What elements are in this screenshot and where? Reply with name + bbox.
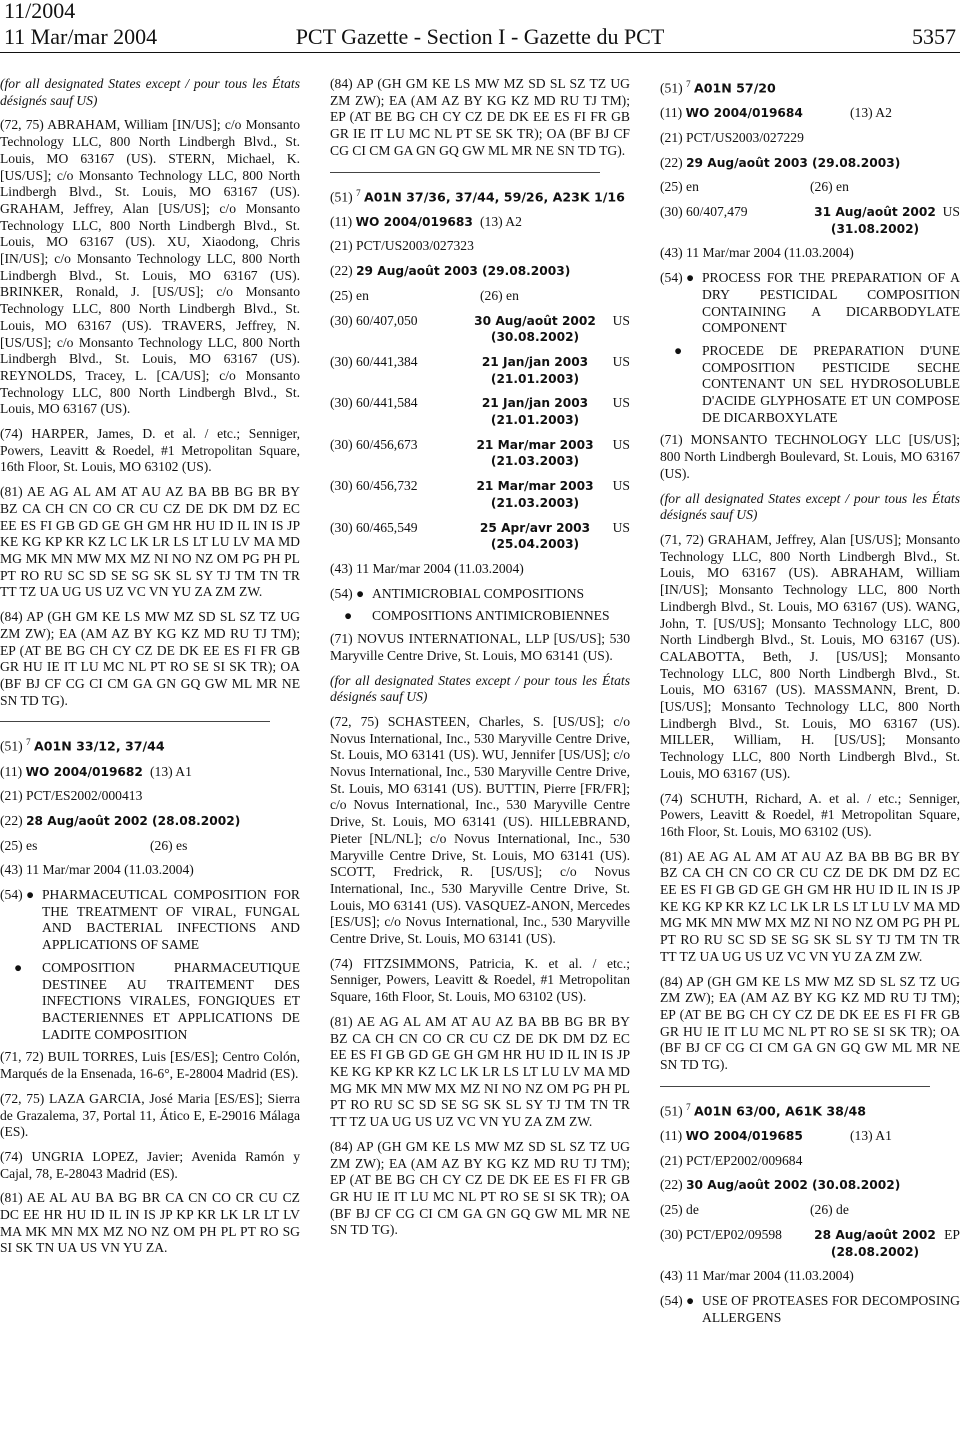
publication-number: WO 2004/019685 <box>685 1129 803 1144</box>
inventors-field: (72, 75) ABRAHAM, William [IN/US]; c/o Monsanto Technology LLC, 800 North Lindbergh Blvd., St. Louis, MO 63167 (US). STERN, Michael, K. [US/US]; c/o Monsanto Technology LLC, 800 North Lindbergh Blvd., St. Louis, MO 63167 (US). GRAHAM, Jeffrey, Alan [US/US]; c/o Monsanto Technology LLC, 800 North Lindbergh Blvd., St. Louis, MO 63167 (US). XU, Xiaodong, Chris [IN/US]; c/o Monsanto Technology LLC, 800 North Lindbergh Blvd., St. Louis, MO 63167 (US). BRINKER, Ronald, J. [US/US]; c/o Monsanto Technology LLC, 800 North Lindbergh Blvd., St. Louis, MO 63167 (US). TRAVERS, Jeffrey, N. [US/US]; c/o Monsanto Technology LLC, 800 North Lindbergh Blvd., St. Louis, MO 63167 (US). REYNOLDS, Tracey, L. [CA/US]; c/o Monsanto Technology LLC, 800 North Lindbergh Blvd., St. Louis, MO 63167 (US). <box>0 117 300 417</box>
edition-sup: 7 <box>686 79 691 89</box>
title-fr: ● COMPOSITION PHARMACEUTIQUE DESTINEE AU TRAITEMENT DES INFECTIONS VIRALES, FONGIQUES ET BACTERIENNES ET APPLICATIONS DE LADITE COMPOSITION <box>14 959 300 1042</box>
priority-item: (30) 60/407,479 31 Aug/août 2002 (31.08.2002) US <box>660 204 960 236</box>
priority-item: (30) 60/441,384 21 Jan/jan 2003 (21.01.2003) US <box>330 353 630 386</box>
ipc-class: A01N 33/12, 37/44 <box>33 738 165 754</box>
publication-language: (26) es <box>150 837 188 853</box>
priority-item: (30) 60/407,050 30 Aug/août 2002 (30.08.2002) US <box>330 312 630 345</box>
language-row <box>330 288 630 305</box>
classification <box>0 734 300 755</box>
publication-number: WO 2004/019684 <box>685 106 803 121</box>
agent-field: (74) SCHUTH, Richard, A. et al. / etc.; Senniger, Powers, Leavitt & Roedel, #1 Metropolitan Square, 16th Floor, St. Louis, MO 63102 (US). <box>660 790 960 839</box>
inventors-field: (72, 75) SCHASTEEN, Charles, S. [US/US]; c/o Novus International, Inc., 530 Maryville Centre Drive, St. Louis, MO 63141 (US). WU, Jennifer [US/US]; c/o Novus International, Inc., 530 Maryville Centre Drive, St. Louis, MO 63141 (US). BUTTIN, Pierre [FR/FR]; c/o Novus International, Inc., 530 Maryville Centre Drive, St. Louis, MO 63141 (US). HILLEBRAND, Pieter [NL/NL]; c/o Novus International, Inc., 530 Maryville Centre Drive, St. Louis, MO 63141 (US). SCOTT, Fredrick, R. [US/US]; c/o Novus International, Inc., 530 Maryville Centre Drive, St. Louis, MO 63141 (US). VASQUEZ-ANON, Mercedes [ES/US]; c/o Novus International, Inc., 530 Maryville Centre Drive, St. Louis, MO 63141 (US). <box>330 713 630 947</box>
designated-states-81: (81) AE AL AU BA BG BR CA CN CO CR CU CZ DC EE HR HU ID IL IN IS JP KP KR LK LR LT LV MA MK MN MX MZ NO NZ OM PH PL PT RO SG SI SK TN UA US VN YU ZA. <box>0 1190 300 1256</box>
field-code: (22) <box>660 154 683 170</box>
classification <box>660 76 960 97</box>
application-number: (21) PCT/US2003/027323 <box>330 238 474 254</box>
title-fr: ● PROCEDE DE PREPARATION D'UNE COMPOSITION PESTICIDE SECHE CONTENANT UN SEL HYDROSOLUBLE D'ACIDE GLYPHOSATE ET UN COMPOSE DE DICARBOXYLATE <box>674 342 960 425</box>
designated-states-84: (84) AP (GH GM KE LS MW MZ SD SL SZ TZ UG ZM ZW); EA (AM AZ BY KG KZ MD RU TJ TM); EP (AT BE BG CH CY CZ DE DK EE ES FI FR GB GR HU IE IT LU MC NL PT RO SE SI SK TR); OA (BF BJ CF CG CI CM GA GN GQ GW ML MR NE SN TD TG). <box>330 1138 630 1238</box>
title-en: (54) ● PROCESS FOR THE PREPARATION OF A DRY PESTICIDAL COMPOSITION CONTAINING A DICARBODYLATE COMPONENT <box>660 270 960 336</box>
column-2 <box>330 76 630 1247</box>
entry-separator <box>0 721 270 722</box>
page-number: 5357 <box>912 24 956 49</box>
designated-states-81: (81) AE AG AL AM AT AU AZ BA BB BG BR BY BZ CA CH CN CO CR CU CZ DE DK DM DZ EC EE ES FI GB GD GE GH GM HR HU ID IL IN IS JP KE KG KP KR KZ LC LK LR LS LT LU LV MA MD MG MK MN MW MX MZ NI NO NZ OM PG PH PL PT RO RU SC SD SE SG SK SL SY TJ TM TN TR TT TZ UA UG US UZ VC VN YU ZA ZM ZW. <box>330 1013 630 1130</box>
field-code: (11) <box>660 105 683 121</box>
publication-date: (43) 11 Mar/mar 2004 (11.03.2004) <box>660 245 854 261</box>
filing-language: (25) en <box>660 179 699 195</box>
filing-language: (25) es <box>0 837 38 853</box>
edition-sup: 7 <box>26 737 31 748</box>
applicant-field: (71) NOVUS INTERNATIONAL, LLP [US/US]; 530 Maryville Centre Drive, St. Louis, MO 63141 (US). <box>330 631 630 663</box>
priority-item: (30) 60/465,549 25 Apr/avr 2003 (25.04.2003) US <box>330 519 630 552</box>
title-en: (54) ● ANTIMICROBIAL COMPOSITIONS <box>330 585 585 601</box>
designated-states-81: (81) AE AG AL AM AT AU AZ BA BB BG BR BY BZ CA CH CN CO CR CU CZ DE DK DM DZ EC EE ES FI GB GD GE GH GM HR HU ID IL IN IS JP KE KG KP KR KZ LC LK LR LS LT LU LV MA MD MG MK MN MW MX MZ NI NO NZ OM PG PH PL PT RO RU SC SD SE SG SK SL SY TJ TM TN TR TT TZ UA UG US UZ VC VN YU ZA ZM ZW. <box>0 484 300 600</box>
inventors-field: (71, 72) GRAHAM, Jeffrey, Alan [US/US]; Monsanto Technology LLC, 800 North Lindbergh Blvd., St. Louis, MO 63167 (US). ABRAHAM, William [IN/US]; Monsanto Technology LLC, 800 North Lindbergh Blvd., St. Louis, MO 63167 (US). WANG, John, T. [US/US]; Monsanto Technology LLC, 800 North Lindbergh Blvd., St. Louis, MO 63167 (US). CALABOTTA, Beth, J. [US/US]; Monsanto Technology LLC, 800 North Lindbergh Blvd., St. Louis, MO 63167 (US). MASSMANN, Brent, D. [US/US]; Monsanto Technology LLC, 800 North Lindbergh Blvd., St. Louis, MO 63167 (US). MILLER, William, H. [US/US]; Monsanto Technology LLC, 800 North Lindbergh Blvd., St. Louis, MO 63167 (US). <box>660 532 960 781</box>
entry-separator <box>330 172 600 173</box>
language-row <box>0 838 300 855</box>
language-row <box>660 179 960 196</box>
publication-language: (26) de <box>810 1202 849 1218</box>
title-fr: ● COMPOSITIONS ANTIMICROBIENNES <box>344 608 610 624</box>
filing-language: (25) en <box>330 287 369 303</box>
kind-code: (13) A2 <box>850 105 892 121</box>
publication-language: (26) en <box>480 287 519 303</box>
kind-code: (13) A1 <box>850 1128 892 1144</box>
edition-sup: 7 <box>686 1101 691 1112</box>
publication-row <box>0 764 300 781</box>
designated-states-84: (84) AP (GH GM KE LS MW MZ SD SL SZ TZ UG ZM ZW); EA (AM AZ BY KG KZ MD RU TJ TM); EP (AT BE BG CH CY CZ DE DK EE ES FI FR GB GR IE IT LU MC NL PT SE SK TR); OA (BF BJ CF CG CI CM GA GN GQ GW ML MR NE SN TD TG). <box>330 76 630 158</box>
field-code: (22) <box>0 812 23 828</box>
filing-date-value: 28 Aug/août 2002 (28.08.2002) <box>26 813 241 828</box>
page-header <box>0 0 960 52</box>
publication-row <box>660 1128 960 1145</box>
field-code: (51) <box>0 738 23 754</box>
field-code: (51) <box>660 1103 683 1119</box>
agent-field: (74) UNGRIA LOPEZ, Javier; Avenida Ramón y Cajal, 78, E-28043 Madrid (ES). <box>0 1148 300 1181</box>
designated-states-84: (84) AP (GH GM KE LS MW MZ SD SL SZ TZ UG ZM ZW); EA (AM AZ BY KG KZ MD RU TJ TM); EP (AT BE BG CH CY CZ DE DK EE ES FI FR GB GR HU IE IT LU MC NL PT RO SE SI SK TR); OA (BF BJ CF CG CI CM GA GN GQ GW ML MR NE SN TD TG). <box>660 973 960 1073</box>
field-code: (51) <box>660 80 683 96</box>
entry-separator <box>660 1086 930 1087</box>
designation-note: (for all designated States except / pour tous les États désignés sauf US) <box>330 672 630 705</box>
publication-language: (26) en <box>810 179 849 195</box>
edition-sup: 7 <box>356 187 361 198</box>
application-number: (21) PCT/US2003/027229 <box>660 129 804 145</box>
applicant-field: (71) MONSANTO TECHNOLOGY LLC [US/US]; 800 North Lindbergh Boulevard, St. Louis, MO 63167 (US). <box>660 432 960 481</box>
ipc-class: A01N 57/20 <box>693 80 776 96</box>
header-rule <box>0 52 960 53</box>
application-number: (21) PCT/ES2002/000413 <box>0 788 143 804</box>
priority-item: (30) 60/441,584 21 Jan/jan 2003 (21.01.2003) US <box>330 395 630 428</box>
filing-language: (25) de <box>660 1202 699 1218</box>
filing-date-value: 30 Aug/août 2002 (30.08.2002) <box>686 1178 901 1193</box>
field-code: (22) <box>660 1177 683 1193</box>
ipc-class: A01N 63/00, A61K 38/48 <box>693 1103 867 1119</box>
gazette-title: PCT Gazette - Section I - Gazette du PCT <box>295 24 665 49</box>
filing-date-value: 29 Aug/août 2003 (29.08.2003) <box>356 264 571 279</box>
classification <box>330 185 630 206</box>
publication-date: (43) 11 Mar/mar 2004 (11.03.2004) <box>660 1268 854 1284</box>
column-3 <box>660 76 960 1332</box>
language-row <box>660 1202 960 1219</box>
title-en: (54) ● PHARMACEUTICAL COMPOSITION FOR THE TREATMENT OF VIRAL, FUNGAL AND BACTERIAL INFECTIONS AND APPLICATIONS OF SAME <box>0 887 300 953</box>
kind-code: (13) A2 <box>480 213 522 229</box>
publication-row <box>330 214 630 231</box>
field-code: (11) <box>660 1128 683 1144</box>
publication-row <box>660 105 960 122</box>
classification <box>660 1099 960 1120</box>
designation-note: (for all designated States except / pour tous les États désignés sauf US) <box>0 76 300 108</box>
agent-field: (74) FITZSIMMONS, Patricia, K. et al. / etc.; Senniger, Powers, Leavitt & Roedel, #1 Metropolitan Square, 16th Floor, St. Louis, MO 63102 (US). <box>330 955 630 1005</box>
field-code: (22) <box>330 263 353 279</box>
designation-note: (for all designated States except / pour tous les États désignés sauf US) <box>660 490 960 523</box>
application-number: (21) PCT/EP2002/009684 <box>660 1152 803 1168</box>
filing-date <box>330 263 630 280</box>
filing-date <box>660 1177 960 1194</box>
gazette-date: 11 Mar/mar 2004 <box>4 24 158 49</box>
publication-number: WO 2004/019683 <box>355 214 473 229</box>
filing-date <box>660 155 960 172</box>
priority-item: (30) 60/456,673 21 Mar/mar 2003 (21.03.2003) US <box>330 436 630 469</box>
field-code: (11) <box>0 763 23 779</box>
inventor-field: (72, 75) LAZA GARCIA, José Maria [ES/ES]; Sierra de Grazalema, 37, Portal 11, Ático E, E-29016 Málaga (ES). <box>0 1090 300 1140</box>
kind-code: (13) A1 <box>150 763 192 779</box>
publication-date: (43) 11 Mar/mar 2004 (11.03.2004) <box>330 561 524 576</box>
gazette-issue: 11/2004 <box>4 0 76 23</box>
applicant-field: (71, 72) BUIL TORRES, Luis [ES/ES]; Centro Colón, Marqués de la Ensenada, 16-6°, E-28004 Madrid (ES). <box>0 1049 300 1082</box>
publication-date: (43) 11 Mar/mar 2004 (11.03.2004) <box>0 862 194 878</box>
title-en: (54) ● USE OF PROTEASES FOR DECOMPOSING ALLERGENS <box>660 1292 960 1325</box>
ipc-class: A01N 37/36, 37/44, 59/26, A23K 1/16 <box>363 189 625 205</box>
designated-states-84: (84) AP (GH GM KE LS MW MZ SD SL SZ TZ UG ZM ZW); EA (AM AZ BY KG KZ MD RU TJ TM); EP (AT BE BG CH CY CZ DE DK EE ES FI FR GB GR HU IE IT LU MC NL PT RO SE SI SK TR); OA (BF BJ CF CG CI CM GA GN GQ GW ML MR NE SN TD TG). <box>0 609 300 708</box>
publication-number: WO 2004/019682 <box>25 764 143 779</box>
filing-date-value: 29 Aug/août 2003 (29.08.2003) <box>686 155 901 170</box>
column-1 <box>0 76 300 1265</box>
priority-item: (30) PCT/EP02/09598 28 Aug/août 2002 (28.08.2002) EP <box>660 1226 960 1259</box>
field-code: (11) <box>330 213 353 229</box>
field-code: (51) <box>330 189 353 205</box>
designated-states-81: (81) AE AG AL AM AT AU AZ BA BB BG BR BY BZ CA CH CN CO CR CU CZ DE DK DM DZ EC EE ES FI GB GD GE GH GM HR HU ID IL IN IS JP KE KG KP KR KZ LC LK LR LS LT LU LV MA MD MG MK MN MW MX MZ NI NO NZ OM PG PH PL PT RO RU SC SD SE SG SK SL SY TJ TM TN TR TT TZ UA UG US UZ VC VN YU ZA ZM ZW. <box>660 848 960 964</box>
filing-date <box>0 813 300 830</box>
priority-list <box>330 313 630 553</box>
priority-item: (30) 60/456,732 21 Mar/mar 2003 (21.03.2003) US <box>330 478 630 510</box>
agent-field: (74) HARPER, James, D. et al. / etc.; Senniger, Powers, Leavitt & Roedel, #1 Metropolitan Square, 16th Floor, St. Louis, MO 63102 (US). <box>0 426 300 475</box>
